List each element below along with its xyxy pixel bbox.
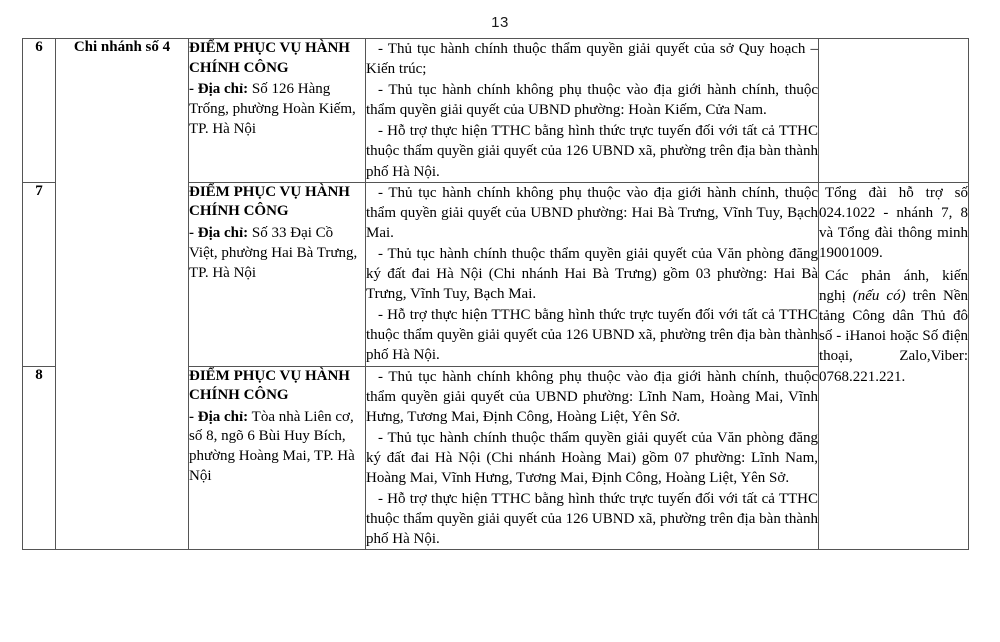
address-value: Tòa nhà Liên cơ, số 8, ngõ 6 Bùi Huy Bích, phường Hoàng Mai, TP. Hà Nội xyxy=(189,408,355,485)
office-cell xyxy=(189,366,366,550)
row-number-cell: 8 xyxy=(23,366,56,550)
feedback-text-part2: trên Nền tảng Công dân Thủ đô số - iHanoi hoặc Số điện thoại, Zalo,Viber: 0768.221.221. xyxy=(819,288,968,385)
feedback-text-part1: Các phản ánh, kiến nghị xyxy=(819,268,968,305)
hotline-numbers: Tổng đài hỗ trợ số 024.1022 - nhánh 7, 8 và Tổng đài thông minh 19001009. xyxy=(819,184,968,261)
scope-content-cell xyxy=(366,182,819,366)
office-title: ĐIỂM PHỤC VỤ HÀNH CHÍNH CÔNG xyxy=(189,183,350,220)
hotline-support-cell xyxy=(819,182,969,550)
office-address xyxy=(189,408,365,488)
office-address xyxy=(189,224,365,284)
scope-item: - Thủ tục hành chính thuộc thẩm quyền giải quyết của Văn phòng đăng ký đất đai Hà Nội (Chi nhánh Hai Bà Trưng) gồm 03 phường: Hai Bà Trưng, Vĩnh Tuy, Bạch Mai. xyxy=(366,245,818,303)
hotline-cell-row6 xyxy=(819,39,969,183)
scope-item: - Hỗ trợ thực hiện TTHC bằng hình thức trực tuyến đối với tất cả TTHC thuộc thẩm quyền giải quyết của 126 UBND xã, phường trên địa bàn thành phố Hà Nội. xyxy=(366,307,818,364)
office-title: ĐIỂM PHỤC VỤ HÀNH CHÍNH CÔNG xyxy=(189,40,350,76)
office-title: ĐIỂM PHỤC VỤ HÀNH CHÍNH CÔNG xyxy=(189,367,350,403)
address-label: - Địa chỉ: xyxy=(189,224,249,241)
office-cell xyxy=(189,39,366,183)
office-cell xyxy=(189,182,366,366)
scope-item: - Thủ tục hành chính không phụ thuộc vào địa giới hành chính, thuộc thẩm quyền giải quyết của UBND phường: Lĩnh Nam, Hoàng Mai, Vĩnh Hưng, Tương Mai, Định Công, Hoàng Liệt, Yên Sở. xyxy=(366,368,818,425)
scope-item: - Thủ tục hành chính thuộc thẩm quyền giải quyết của Văn phòng đăng ký đất đai Hà Nội (Chi nhánh Hoàng Mai) gồm 07 phường: Lĩnh Nam, Hoàng Mai, Vĩnh Hưng, Tương Mai, Định Công, Hoàng Liệt, Yên Sở. xyxy=(366,429,818,486)
administrative-service-points-table xyxy=(22,38,969,550)
address-label: - Địa chỉ: xyxy=(189,408,249,425)
office-address xyxy=(189,80,365,140)
address-value: Số 33 Đại Cồ Việt, phường Hai Bà Trưng, TP. Hà Nội xyxy=(189,224,358,281)
feedback-italic-note: (nếu có) xyxy=(852,288,906,305)
scope-item: - Hỗ trợ thực hiện TTHC bằng hình thức trực tuyến đối với tất cả TTHC thuộc thẩm quyền giải quyết của 126 UBND xã, phường trên địa bàn thành phố Hà Nội. xyxy=(366,123,818,180)
table-row xyxy=(23,39,969,183)
feedback-channels xyxy=(819,266,968,387)
row-number-cell: 6 xyxy=(23,39,56,183)
page-number: 13 xyxy=(491,14,509,31)
scope-content-cell xyxy=(366,39,819,183)
branch-name-cell: Chi nhánh số 4 xyxy=(56,39,189,550)
scope-item: - Thủ tục hành chính không phụ thuộc vào địa giới hành chính, thuộc thẩm quyền giải quyết của UBND phường: Hai Bà Trưng, Vĩnh Tuy, Bạch Mai. xyxy=(366,184,818,241)
scope-item: - Hỗ trợ thực hiện TTHC bằng hình thức trực tuyến đối với tất cả TTHC thuộc thẩm quyền giải quyết của 126 UBND xã, phường trên địa bàn thành phố Hà Nội. xyxy=(366,491,818,548)
scope-item: - Thủ tục hành chính thuộc thẩm quyền giải quyết của sở Quy hoạch – Kiến trúc; xyxy=(366,41,818,78)
address-label: - Địa chỉ: xyxy=(189,81,249,97)
row-number-cell: 7 xyxy=(23,182,56,366)
address-value: Số 126 Hàng Trống, phường Hoàn Kiếm, TP. Hà Nội xyxy=(189,81,356,137)
scope-content-cell xyxy=(366,366,819,550)
scope-item: - Thủ tục hành chính không phụ thuộc vào địa giới hành chính, thuộc thẩm quyền giải quyết của UBND phường: Hoàn Kiếm, Cửa Nam. xyxy=(366,82,818,119)
